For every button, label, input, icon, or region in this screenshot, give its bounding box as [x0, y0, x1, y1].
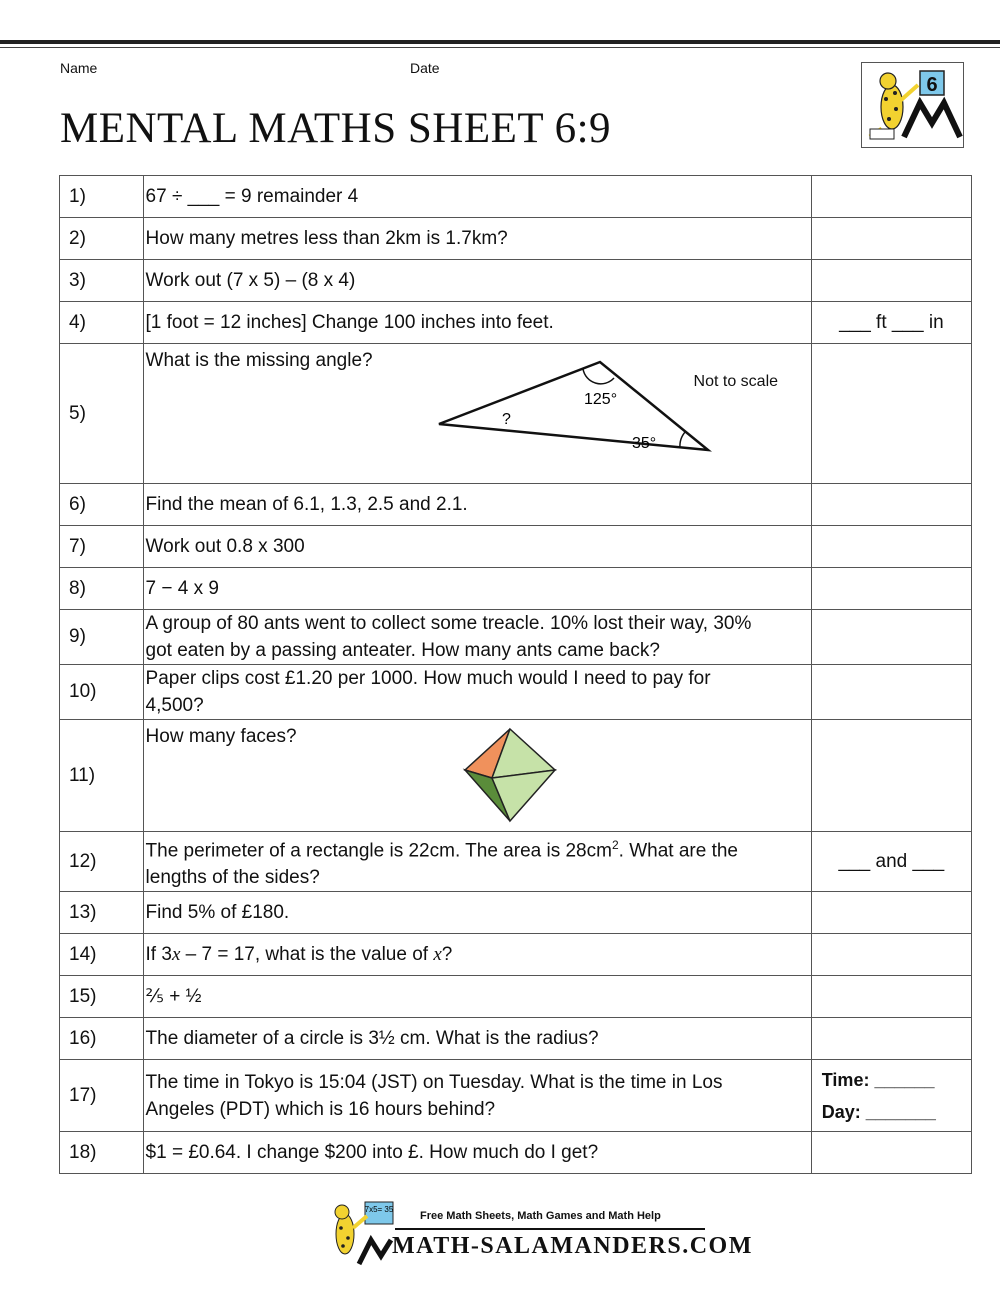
answer-cell[interactable]	[811, 665, 971, 720]
not-to-scale-note: Not to scale	[693, 373, 779, 390]
question-number: 1)	[60, 176, 144, 218]
triangle-shape	[439, 362, 708, 450]
question-number: 15)	[60, 976, 144, 1018]
top-rule	[0, 40, 1000, 44]
table-row	[60, 344, 972, 484]
answer-cell[interactable]: ___ and ___	[811, 832, 971, 892]
question-number: 14)	[60, 934, 144, 976]
table-row	[60, 484, 972, 526]
footer-rule	[395, 1228, 705, 1230]
footer-site-name[interactable]: MATH-SALAMANDERS.COM	[392, 1233, 753, 1259]
question-text	[143, 832, 811, 892]
page-title: MENTAL MATHS SHEET 6:9	[60, 105, 612, 152]
table-row	[60, 176, 972, 218]
octahedron-face-front-bottom	[492, 770, 555, 821]
question-number: 7)	[60, 526, 144, 568]
question-text: The diameter of a circle is 3½ cm. What is the radius?	[143, 1018, 811, 1060]
question-number: 6)	[60, 484, 144, 526]
question-number: 8)	[60, 568, 144, 610]
answer-cell[interactable]: ___ ft ___ in	[811, 302, 971, 344]
answer-cell[interactable]	[811, 1132, 971, 1174]
question-text: 7 − 4 x 9	[143, 568, 811, 610]
name-label: Name	[60, 60, 98, 76]
table-row	[60, 1018, 972, 1060]
question-number: 17)	[60, 1060, 144, 1132]
grade-logo	[861, 62, 964, 148]
question-text: Find the mean of 6.1, 1.3, 2.5 and 2.1.	[143, 484, 811, 526]
question-number: 9)	[60, 610, 144, 665]
footer-badge-text: 7x5= 35	[364, 1205, 394, 1214]
answer-cell[interactable]	[811, 568, 971, 610]
table-row	[60, 976, 972, 1018]
question-cell	[143, 344, 811, 484]
time-answer: Time: ______	[821, 1069, 935, 1090]
table-row	[60, 665, 972, 720]
question-text	[143, 610, 811, 665]
date-label: Date	[410, 60, 440, 76]
question-text: Work out 0.8 x 300	[143, 526, 811, 568]
grade-number: 6	[926, 74, 938, 96]
question-text: [1 foot = 12 inches] Change 100 inches into feet.	[143, 302, 811, 344]
question-number: 12)	[60, 832, 144, 892]
answer-cell[interactable]	[811, 1060, 971, 1132]
question-number: 5)	[60, 344, 144, 484]
answer-cell[interactable]	[811, 1018, 971, 1060]
footer-salamander-icon	[325, 1198, 395, 1268]
question-number: 13)	[60, 892, 144, 934]
angle-label-125: 125°	[583, 391, 617, 408]
question-text: How many faces?	[145, 726, 297, 747]
table-row	[60, 1132, 972, 1174]
question-text: Find 5% of £180.	[143, 892, 811, 934]
answer-cell[interactable]	[811, 344, 971, 484]
question-number: 10)	[60, 665, 144, 720]
question-number: 11)	[60, 720, 144, 832]
answer-cell[interactable]	[811, 892, 971, 934]
question-text: 67 ÷ ___ = 9 remainder 4	[143, 176, 811, 218]
table-row	[60, 568, 972, 610]
question-number: 18)	[60, 1132, 144, 1174]
superscript: 2	[611, 838, 619, 852]
table-row	[60, 260, 972, 302]
table-row	[60, 832, 972, 892]
question-line-2: 4,500?	[145, 695, 204, 716]
question-text	[143, 1060, 811, 1132]
question-line-2: lengths of the sides?	[145, 867, 320, 889]
question-text: ⅖ + ½	[143, 976, 811, 1018]
answer-cell[interactable]	[811, 218, 971, 260]
question-number: 4)	[60, 302, 144, 344]
question-text	[143, 665, 811, 720]
question-line-2: got eaten by a passing anteater. How many ants came back?	[145, 640, 660, 661]
table-row	[60, 720, 972, 832]
angle-label-35: 35°	[631, 435, 656, 452]
question-text: What is the missing angle?	[145, 350, 373, 371]
question-line-1: The perimeter of a rectangle is 22cm. The area is $28cm^2$. What are the	[145, 838, 738, 862]
table-row	[60, 934, 972, 976]
answer-cell[interactable]	[811, 610, 971, 665]
question-line-1: The time in Tokyo is 15:04 (JST) on Tuesday. What is the time in Los	[145, 1071, 723, 1093]
questions-table	[59, 175, 972, 1174]
table-row	[60, 892, 972, 934]
top-rule-thin	[0, 47, 1000, 48]
footer-tagline: Free Math Sheets, Math Games and Math Help	[420, 1210, 661, 1222]
salamander-logo-icon	[862, 63, 963, 147]
question-number: 16)	[60, 1018, 144, 1060]
variable-x: x	[171, 944, 181, 966]
unknown-angle-label: ?	[501, 411, 511, 428]
question-text: Work out (7 x 5) – (8 x 4)	[143, 260, 811, 302]
answer-cell[interactable]	[811, 526, 971, 568]
answer-cell[interactable]	[811, 176, 971, 218]
answer-cell[interactable]	[811, 934, 971, 976]
question-text: If 3x – 7 = 17, what is the value of x?	[143, 934, 811, 976]
table-row	[60, 526, 972, 568]
angle-arc-right	[679, 431, 685, 448]
question-number: 3)	[60, 260, 144, 302]
question-cell	[143, 720, 811, 832]
answer-cell[interactable]	[811, 260, 971, 302]
question-number: 2)	[60, 218, 144, 260]
variable-x: x	[433, 944, 442, 966]
day-answer: Day: _______	[821, 1101, 936, 1122]
question-text: $1 = £0.64. I change $200 into £. How much do I get?	[143, 1132, 811, 1174]
question-text: How many metres less than 2km is 1.7km?	[143, 218, 811, 260]
answer-cell[interactable]	[811, 976, 971, 1018]
table-row	[60, 218, 972, 260]
question-line-2: Angeles (PDT) which is 16 hours behind?	[145, 1098, 496, 1120]
table-row	[60, 302, 972, 344]
table-row	[60, 610, 972, 665]
question-line-1: A group of 80 ants went to collect some treacle. 10% lost their way, 30%	[145, 613, 752, 634]
triangle-diagram	[434, 358, 724, 458]
table-row	[60, 1060, 972, 1132]
answer-cell[interactable]	[811, 484, 971, 526]
answer-cell[interactable]	[811, 720, 971, 832]
octahedron-diagram	[462, 726, 558, 824]
question-line-1: Paper clips cost £1.20 per 1000. How much would I need to pay for	[145, 668, 711, 689]
